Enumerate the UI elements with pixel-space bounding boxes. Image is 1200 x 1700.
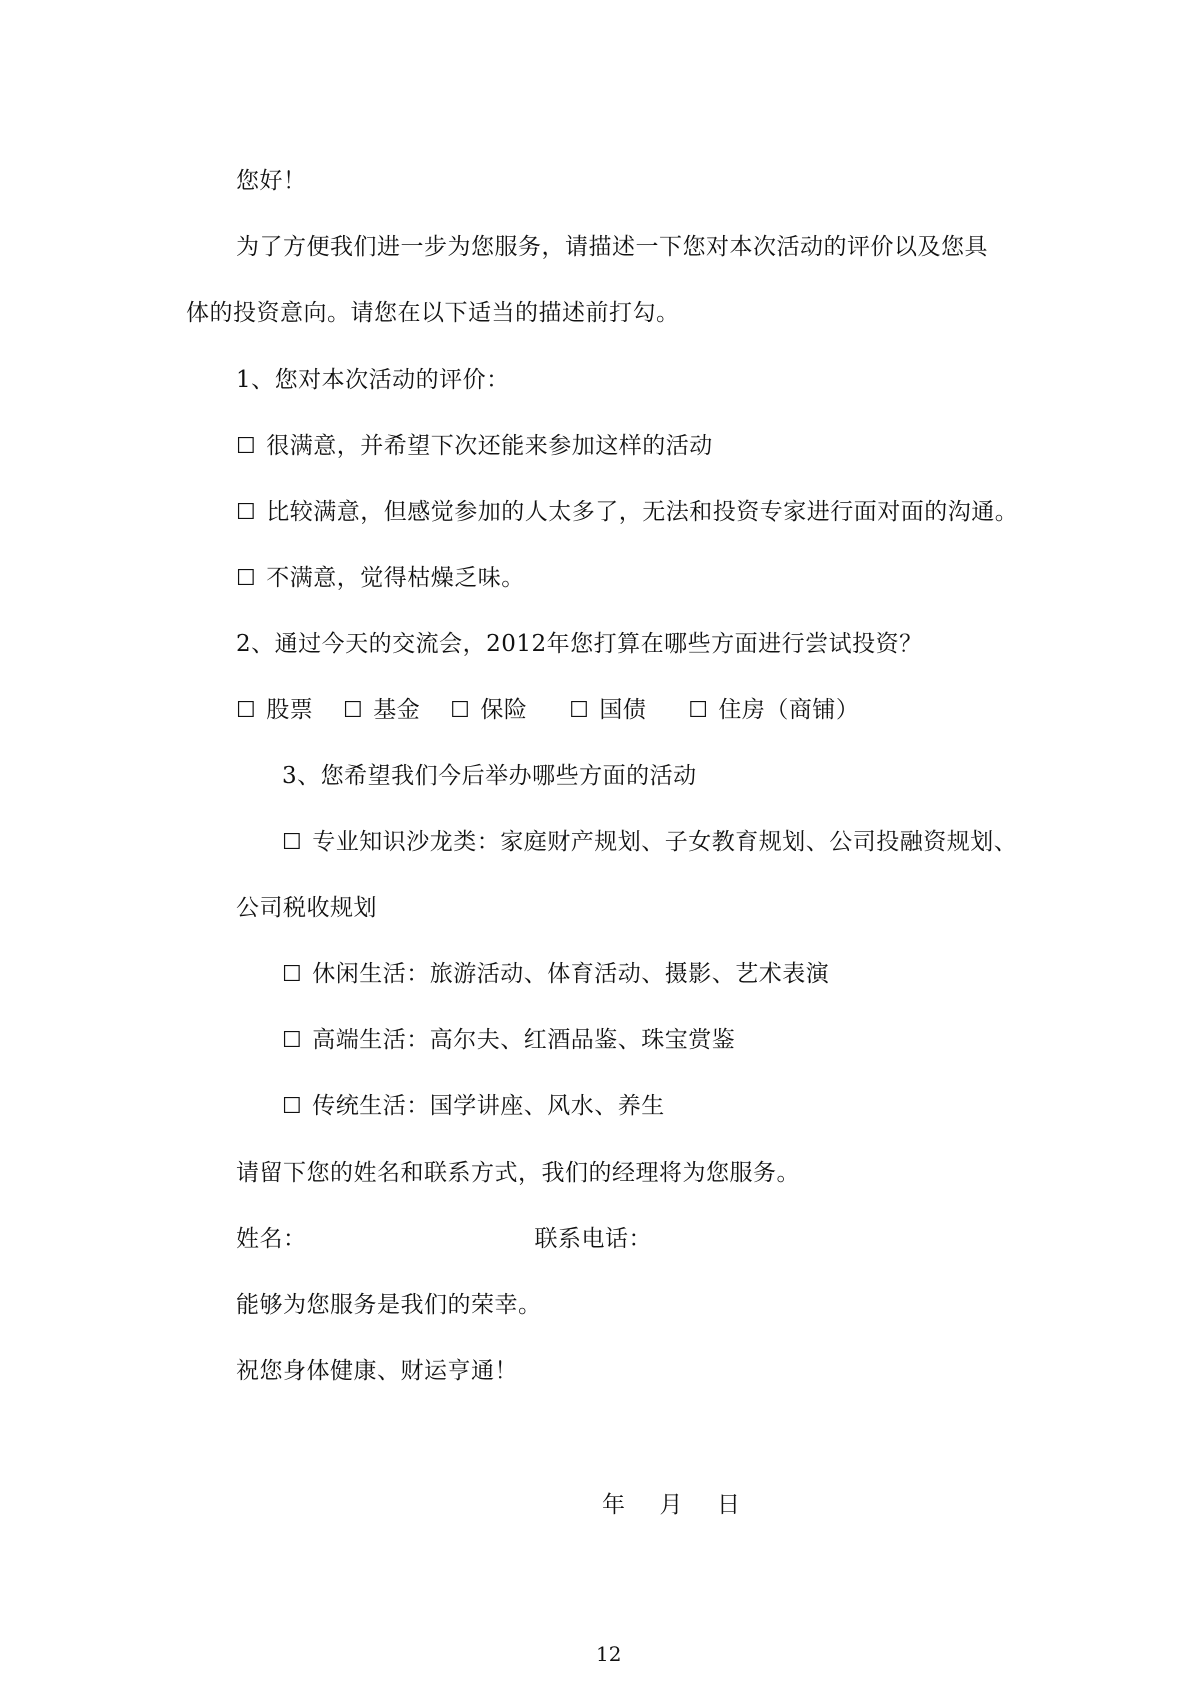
checkbox-icon[interactable]: ☐ xyxy=(236,434,257,459)
date-year: 年 xyxy=(602,1492,626,1518)
q3-option-professional-salon[interactable] xyxy=(282,827,1017,858)
phone-label: 联系电话： xyxy=(534,1226,652,1252)
q3-option-professional-salon-cont: 公司税收规划 xyxy=(236,895,377,921)
q3-option-traditional[interactable] xyxy=(282,1091,665,1122)
question-1-title: 1、您对本次活动的评价： xyxy=(236,367,510,393)
checkbox-icon[interactable]: ☐ xyxy=(343,698,364,723)
intro-line-1: 为了方便我们进一步为您服务，请描述一下您对本次活动的评价以及您具 xyxy=(236,234,988,260)
q1-option-unsatisfied[interactable] xyxy=(236,563,525,594)
checkbox-icon[interactable]: ☐ xyxy=(282,1028,303,1053)
q2-option-housing[interactable] xyxy=(688,695,859,726)
q2-option-bonds[interactable] xyxy=(569,695,646,726)
option-label: 股票 xyxy=(266,697,314,723)
q2-option-insurance[interactable] xyxy=(450,695,527,726)
name-label: 姓名： xyxy=(236,1226,307,1252)
intro-line-2: 体的投资意向。请您在以下适当的描述前打勾。 xyxy=(186,300,680,326)
option-label: 比较满意，但感觉参加的人太多了，无法和投资专家进行面对面的沟通。 xyxy=(266,499,1019,525)
option-label: 保险 xyxy=(480,697,528,723)
option-label: 高端生活：高尔夫、红酒品鉴、珠宝赏鉴 xyxy=(312,1027,736,1053)
checkbox-icon[interactable]: ☐ xyxy=(282,830,303,855)
date-month: 月 xyxy=(659,1492,683,1518)
date-day: 日 xyxy=(717,1492,741,1518)
q2-options-row xyxy=(236,695,859,726)
option-label: 住房（商铺） xyxy=(718,697,860,723)
checkbox-icon[interactable]: ☐ xyxy=(688,698,709,723)
checkbox-icon[interactable]: ☐ xyxy=(236,500,257,525)
checkbox-icon[interactable]: ☐ xyxy=(236,566,257,591)
closing-line-1: 能够为您服务是我们的荣幸。 xyxy=(236,1292,542,1318)
question-3-title: 3、您希望我们今后举办哪些方面的活动 xyxy=(282,763,697,789)
contact-prompt: 请留下您的姓名和联系方式，我们的经理将为您服务。 xyxy=(236,1160,800,1186)
date-line xyxy=(602,1490,741,1520)
checkbox-icon[interactable]: ☐ xyxy=(282,962,303,987)
question-2-title: 2、通过今天的交流会，2012年您打算在哪些方面进行尝试投资？ xyxy=(236,631,923,657)
option-label: 休闲生活：旅游活动、体育活动、摄影、艺术表演 xyxy=(312,961,830,987)
q3-option-leisure[interactable] xyxy=(282,959,829,990)
q1-option-fairly-satisfied[interactable] xyxy=(236,497,1018,528)
checkbox-icon[interactable]: ☐ xyxy=(236,698,257,723)
option-label: 传统生活：国学讲座、风水、养生 xyxy=(312,1093,665,1119)
q2-option-stocks[interactable] xyxy=(236,695,313,726)
checkbox-icon[interactable]: ☐ xyxy=(450,698,471,723)
q1-option-very-satisfied[interactable] xyxy=(236,431,713,462)
option-label: 不满意，觉得枯燥乏味。 xyxy=(266,565,525,591)
closing-line-2: 祝您身体健康、财运亨通！ xyxy=(236,1358,518,1384)
q2-option-funds[interactable] xyxy=(343,695,420,726)
option-label: 基金 xyxy=(373,697,421,723)
checkbox-icon[interactable]: ☐ xyxy=(282,1094,303,1119)
greeting: 您好！ xyxy=(236,168,307,194)
option-label: 很满意，并希望下次还能来参加这样的活动 xyxy=(266,433,713,459)
checkbox-icon[interactable]: ☐ xyxy=(569,698,590,723)
option-label: 专业知识沙龙类：家庭财产规划、子女教育规划、公司投融资规划、 xyxy=(312,829,1018,855)
page-number: 12 xyxy=(596,1642,622,1666)
q3-option-high-end[interactable] xyxy=(282,1025,735,1056)
contact-row xyxy=(236,1224,652,1254)
option-label: 国债 xyxy=(599,697,647,723)
